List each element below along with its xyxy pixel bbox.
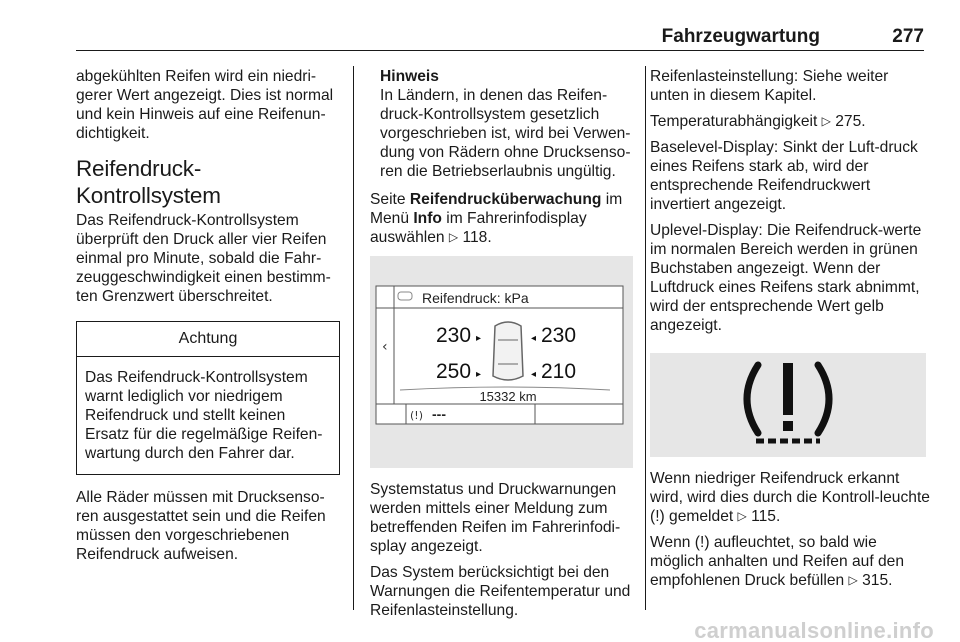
note-text: In Ländern, in denen das Reifen-druck-Kontrollsystem gesetzlich vorgeschrieben ist, wird bei Verwen-dung von Rädern ohne Drucksenso-ren die Betriebserlaubnis ungültig.: [380, 87, 631, 180]
display-title: Reifendruck: kPa: [422, 290, 529, 306]
warning-text: Das Reifendruck-Kontrollsystem warnt lediglich vor niedrigem Reifendruck und stellt keinen Ersatz für die regelmäßige Reifen-wartung durch den Fahrer dar.: [85, 369, 323, 462]
reference-arrow-icon: ▷: [737, 509, 747, 523]
note-title: Hinweis: [380, 68, 439, 85]
menu-name: Info: [413, 210, 442, 227]
temperature-dependency: Temperaturabhängigkeit ▷ 275.: [650, 113, 866, 130]
reference-arrow-icon: ▷: [821, 114, 831, 128]
svg-text:◂: ◂: [531, 369, 537, 380]
tpms-lamp-inline-icon: (!): [694, 534, 710, 551]
svg-text:◂: ◂: [531, 333, 537, 344]
pressure-front-right: 230: [541, 324, 577, 347]
note-block: [370, 67, 634, 181]
chevron-left-icon[interactable]: ‹: [382, 339, 388, 355]
uplevel-paragraph: Uplevel-Display: Die Reifendruck-werte im normalen Bereich werden in grünen Buchstaben angezeigt. Wenn der Luftdruck eines Reifens stark abnimmt, wird der entsprechende Wert gelb angezeigt.: [650, 222, 922, 334]
status-paragraph: Systemstatus und Druckwarnungen werden mittels einer Meldung zum betreffenden Reifen im Fahrerinfodi-splay angezeigt.: [370, 481, 621, 555]
column-middle: [370, 67, 634, 627]
intro-paragraph: abgekühlten Reifen wird ein niedri-gerer Wert angezeigt. Dies ist normal und kein Hinweis auf eine Reifenun-dichtigkeit.: [76, 68, 334, 142]
stop-paragraph: Wenn (!) aufleuchtet, so bald wie möglich anhalten und Reifen auf den empfohlenen Druck befüllen ▷ 315.: [650, 534, 905, 589]
load-setting-paragraph: Reifenlasteinstellung: Siehe weiter unten in diesem Kapitel.: [650, 68, 889, 104]
display-screen-graphic: [370, 256, 633, 468]
odometer-value: 15332 km: [479, 389, 537, 404]
tpms-lamp-inline-icon: (!): [650, 508, 665, 525]
pressure-front-left: 230: [436, 324, 472, 347]
reference-arrow-icon: ▷: [448, 230, 459, 244]
page-reference-link[interactable]: 118.: [462, 229, 492, 246]
column-divider-left: [353, 66, 354, 610]
warning-box: [76, 321, 340, 475]
menu-instruction: Seite Reifendrucküberwachung im Menü Info im Fahrerinfodisplay auswählen ▷ 118.: [370, 191, 623, 246]
column-right: [650, 67, 930, 597]
tpms-display-illustration: [370, 256, 633, 468]
watermark: carmanualsonline.info: [694, 618, 934, 642]
page-reference-link[interactable]: 115.: [751, 508, 781, 525]
car-top-view-icon: [493, 322, 523, 380]
page-reference-link[interactable]: 275.: [835, 113, 866, 130]
tpms-status-value: ---: [432, 406, 446, 422]
lamp-paragraph: Wenn niedriger Reifendruck erkannt wird, wird dies durch die Kontroll-leuchte (!) gemeldet ▷ 115.: [650, 470, 930, 525]
page-number: 277: [892, 26, 924, 47]
column-left: [76, 67, 340, 571]
menu-page-name: Reifendrucküberwachung: [409, 191, 602, 208]
warning-title: Achtung: [77, 322, 339, 357]
header-rule: [76, 50, 924, 51]
tpms-warning-icon: [410, 409, 423, 422]
page-reference-link[interactable]: 315.: [862, 572, 893, 589]
section-paragraph: Das Reifendruck-Kontrollsystem überprüft den Druck aller vier Reifen einmal pro Minute, sobald die Fahr-zeuggeschwindigkeit einen bestimm-ten Grenzwert überschreitet.: [76, 212, 331, 305]
svg-text:▸: ▸: [476, 333, 482, 344]
svg-text:▸: ▸: [476, 369, 482, 380]
pressure-rear-right: 210: [541, 360, 577, 383]
sensor-paragraph: Alle Räder müssen mit Drucksenso-ren ausgestattet sein und die Reifen müssen den vorgeschriebenen Reifendruck aufweisen.: [76, 489, 326, 563]
temperature-paragraph: Das System berücksichtigt bei den Warnungen die Reifentemperatur und Reifenlasteinstellung.: [370, 564, 631, 619]
tpms-lamp-icon: [650, 353, 926, 457]
header-title: Fahrzeugwartung: [661, 26, 820, 47]
tpms-warning-lamp-illustration: [650, 353, 926, 457]
svg-text:(!): (!): [410, 409, 423, 422]
baselevel-paragraph: Baselevel-Display: Sinkt der Luft-druck eines Reifens stark ab, wird der entsprechende Reifendruckwert invertiert angezeigt.: [650, 139, 918, 213]
pressure-rear-left: 250: [436, 360, 472, 383]
reference-arrow-icon: ▷: [848, 573, 858, 587]
column-divider-right: [645, 66, 646, 610]
section-heading: Reifendruck-Kontrollsystem: [76, 156, 221, 208]
